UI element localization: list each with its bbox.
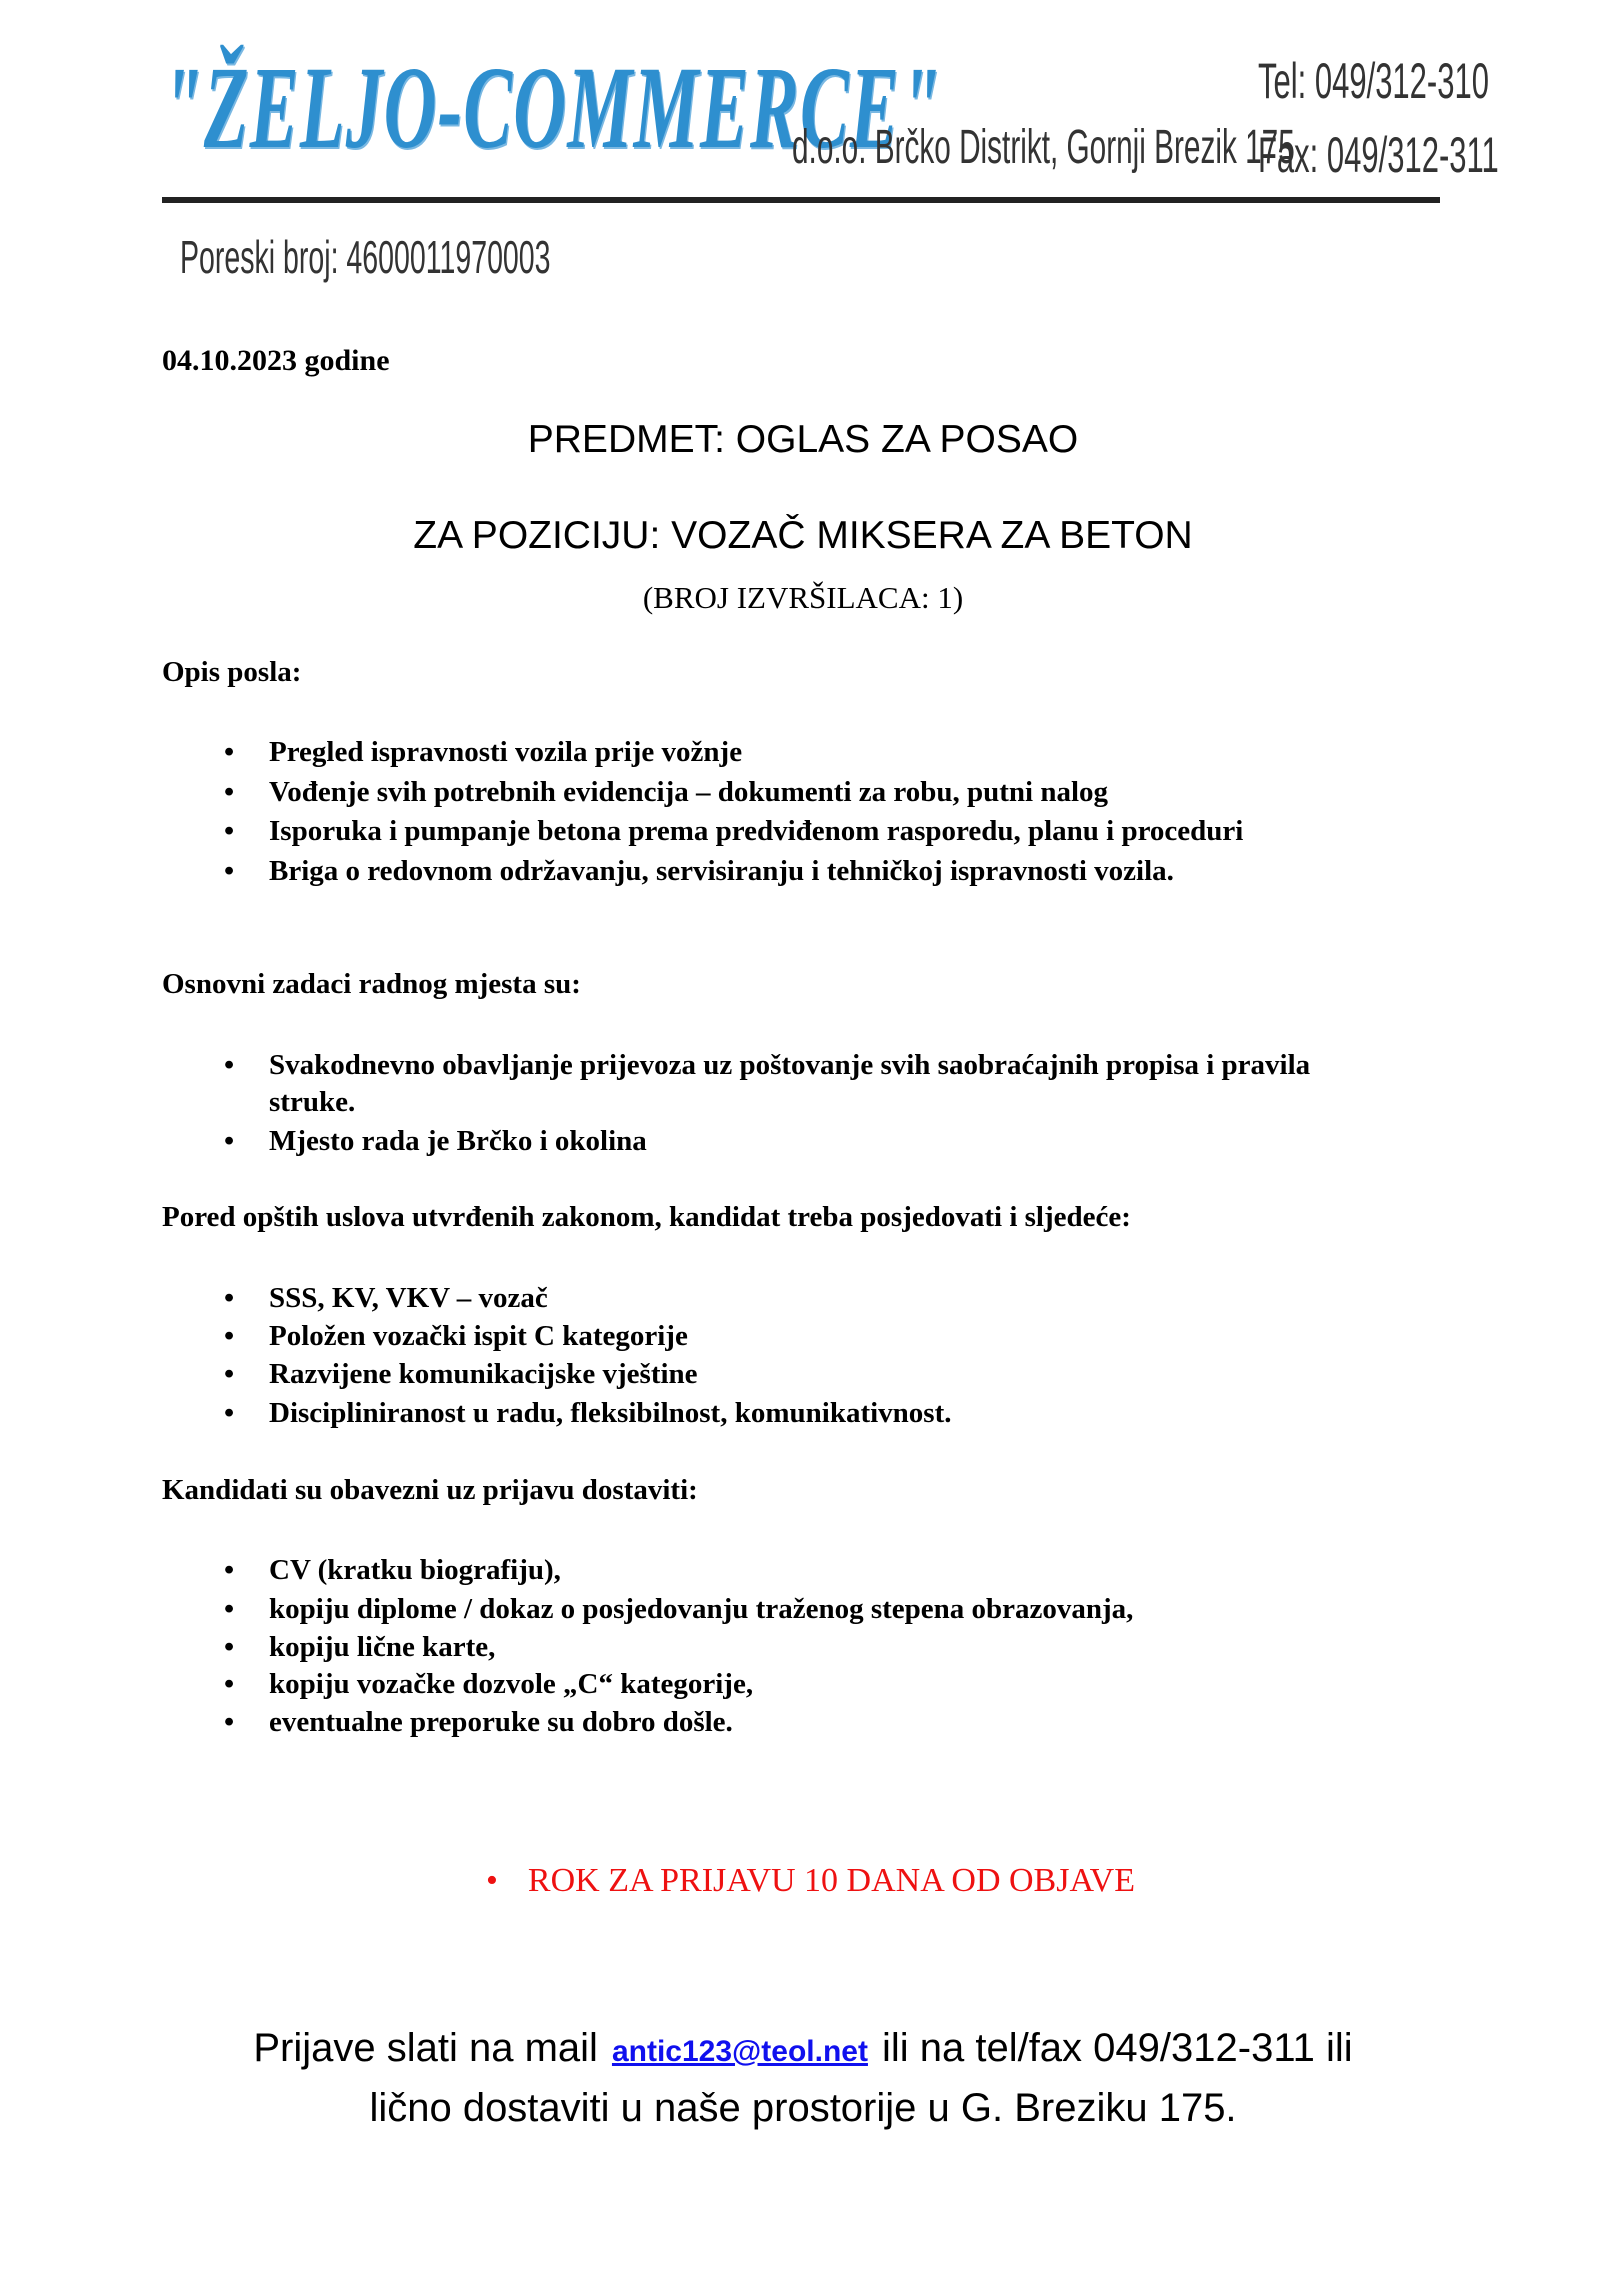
- company-fax: Fax: 049/312-311: [1258, 127, 1499, 183]
- bullet-icon: •: [224, 1631, 235, 1663]
- section-title: Opis posla:: [162, 656, 302, 688]
- bullet-icon: •: [224, 1706, 235, 1738]
- bullet-icon: •: [486, 1862, 498, 1899]
- bullet-icon: •: [224, 815, 235, 847]
- document-date: 04.10.2023 godine: [162, 344, 390, 377]
- subject-heading: PREDMET: OGLAS ZA POSAO: [527, 418, 1079, 461]
- bullet-icon: •: [224, 1668, 235, 1700]
- bullet-icon: •: [224, 855, 235, 887]
- bullet-icon: •: [224, 1358, 235, 1390]
- bullet-icon: •: [224, 1282, 235, 1314]
- bullet-icon: •: [224, 1049, 235, 1081]
- bullet-icon: •: [224, 1125, 235, 1157]
- company-logo: "ŽELJO-COMMERCE": [162, 42, 942, 173]
- email-link[interactable]: antic123@teol.net: [611, 2035, 868, 2068]
- position-heading: ZA POZICIJU: VOZAČ MIKSERA ZA BETON: [413, 514, 1193, 557]
- section-title: Kandidati su obavezni uz prijavu dostaviti:: [162, 1474, 698, 1506]
- tax-number: Poreski broj: 4600011970003: [180, 231, 551, 283]
- section-title: Osnovni zadaci radnog mjesta su:: [162, 968, 581, 1000]
- company-tel: Tel: 049/312-310: [1258, 53, 1489, 109]
- bullet-icon: •: [224, 1397, 235, 1429]
- section-title: Pored opštih uslova utvrđenih zakonom, kandidat treba posjedovati i sljedeće:: [162, 1201, 1131, 1233]
- contact-line-1: Prijave slati na mail antic123@teol.net ili na tel/fax 049/312-311 ili: [253, 2026, 1353, 2070]
- bullet-icon: •: [224, 1593, 235, 1625]
- bullet-icon: •: [224, 1554, 235, 1586]
- bullet-icon: •: [224, 1320, 235, 1352]
- bullet-icon: •: [224, 776, 235, 808]
- bullet-icon: •: [224, 736, 235, 768]
- contact-line-2: lično dostaviti u naše prostorije u G. Breziku 175.: [369, 2086, 1237, 2130]
- positions-count: (BROJ IZVRŠILACA: 1): [642, 580, 964, 615]
- header-divider: [162, 197, 1440, 203]
- deadline-notice: • ROK ZA PRIJAVU 10 DANA OD OBJAVE: [486, 1862, 1135, 1899]
- company-address: d.o.o. Brčko Distrikt, Gornji Brezik 175: [792, 121, 1295, 174]
